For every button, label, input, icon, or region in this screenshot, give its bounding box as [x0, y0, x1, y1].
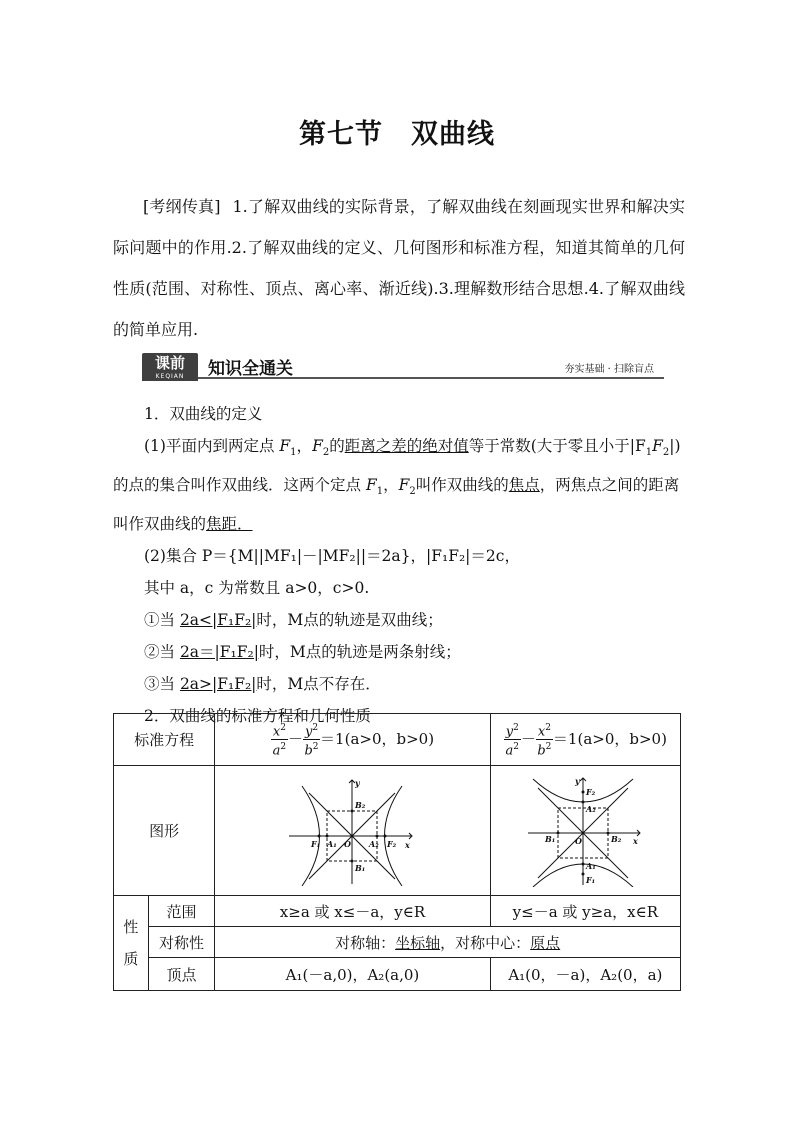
fig2-b2-label: B₂ [611, 833, 622, 844]
section-banner [142, 353, 664, 381]
syllabus-tag: [考纲传真] [143, 197, 221, 216]
fig1-f2-label: F₂ [387, 838, 397, 849]
table-row-vertex [114, 958, 681, 991]
case-2-condition: 2a＝|F₁F₂| [179, 643, 259, 662]
constants-line: 其中 a，c 为常数且 a>0，c>0. [144, 579, 370, 598]
cell-range-2: y≤－a 或 y≥a，x∈R [490, 896, 680, 927]
table-row-graph [114, 766, 681, 896]
case-3-condition: 2a>|F₁F₂| [179, 675, 257, 694]
cell-symmetry-value [215, 927, 681, 958]
banner-heading: 知识全通关 [208, 359, 293, 379]
def-text-c: 等于常数(大于零且小于|F [468, 437, 646, 455]
cell-vertex-1: A₁(－a,0)，A₂(a,0) [215, 958, 490, 991]
cell-graph-2 [490, 766, 680, 896]
cell-properties-label [114, 896, 149, 991]
case-1-condition: 2a<|F₁F₂| [179, 611, 257, 630]
fig1-f1-label: F₁ [311, 838, 321, 849]
banner-rule [198, 377, 664, 379]
properties-label-text: 性质 [123, 918, 139, 968]
fig2-b1-label: B₁ [545, 833, 556, 844]
case-3-post: 时，M点不存在． [256, 675, 381, 694]
symmetry-center-value: 原点 [530, 933, 561, 952]
table-row-equation [114, 714, 681, 766]
case-1 [113, 604, 685, 636]
def-text-g: ，两焦点之间的距离叫作双曲线的 [113, 476, 680, 534]
fraction-x2-b2: $\frac{x^2}{b^2}$ [537, 722, 552, 759]
section2-heading: 2．双曲线的标准方程和几何性质 [144, 707, 371, 726]
fig2-a1-label: A₁ [586, 860, 597, 871]
fig1-y-label: y [355, 777, 361, 788]
case-2-pre: ②当 [144, 643, 180, 662]
fraction-y2-b2: $\frac{y^2}{b^2}$ [304, 722, 319, 759]
symmetry-center-label: ，对称中心： [440, 933, 531, 952]
case-1-pre: ①当 [144, 611, 180, 630]
equation-1-tail: ＝1(a>0，b>0) [320, 729, 435, 748]
main-content [113, 398, 685, 732]
symmetry-axis-value: 坐标轴 [395, 933, 441, 952]
def-text-a: (1)平面内到两定点 [144, 437, 275, 455]
fig1-a2-label: A₂ [369, 838, 380, 849]
equation-2-tail: ＝1(a>0，b>0) [552, 729, 667, 748]
case-2-post: 时，M点的轨迹是两条射线； [258, 643, 461, 662]
cell-range-label: 范围 [148, 896, 214, 927]
fig2-a2-label: A₂ [586, 803, 597, 814]
def-underline-focal-distance: 焦距． [206, 515, 253, 534]
cell-std-equation-label: 标准方程 [114, 714, 215, 766]
cell-range-1: x≥a 或 x≤－a，y∈R [215, 896, 490, 927]
case-3 [113, 668, 685, 700]
fraction-y2-a2: $\frac{y^2}{a^2}$ [505, 722, 520, 759]
fig1-x-label: x [405, 839, 411, 850]
fig1-b1-label: B₁ [355, 862, 366, 873]
cell-equation-1: $\frac{x^2}{a^2}$ － $\frac{y^2}{b^2}$ ＝1(a>0，b>0) [215, 714, 490, 766]
table-row-symmetry [114, 927, 681, 958]
syllabus-text: 1.了解双曲线的实际背景，了解双曲线在刻画现实世界和解决实际问题中的作用.2.了解双曲线的定义、几何图形和标准方程，知道其简单的几何性质(范围、对称性、顶点、离心率、渐近线).3.理解数形结合思想.4.了解双曲线的简单应用. [113, 197, 685, 339]
symmetry-axis-label: 对称轴： [335, 933, 396, 952]
fig2-f2-label: F₂ [586, 786, 596, 797]
fig1-b2-label: B₂ [355, 799, 366, 810]
banner-tab: 课前 [142, 353, 198, 373]
cell-graph-label: 图形 [114, 766, 215, 896]
case-1-post: 时，M点的轨迹是双曲线； [256, 611, 443, 630]
set-definition: (2)集合 P＝{M||MF₁|－|MF₂||＝2a}，|F₁F₂|＝2c， [144, 547, 520, 566]
def-text-f: 叫作双曲线的 [415, 476, 509, 495]
fraction-x2-a2: $\frac{x^2}{a^2}$ [272, 722, 287, 759]
def-underline-focus: 焦点 [508, 476, 540, 495]
def-underline-distance: 距离之差的绝对值 [344, 437, 469, 455]
definition-paragraph: (1)平面内到两定点 $F_1$，$F_2$的距离之差的绝对值等于常数(大于零且小于$|F_1F_2|$)的点的集合叫作双曲线．这两个定点 $F_1$，$F_2$叫作双曲线的焦点，两焦点之间的距离叫作双曲线的焦距． [113, 437, 681, 534]
fig2-y-label: y [575, 775, 580, 786]
hyperbola-vertical-diagram [525, 775, 645, 887]
banner-right-text: 夯实基础 · 扫除盲点 [564, 364, 654, 375]
section1-heading: 1．双曲线的定义 [144, 405, 263, 423]
fig2-x-label: x [633, 835, 639, 846]
def-text-e: |)的点的集合叫作双曲线．这两个定点 [113, 437, 681, 495]
syllabus-intro [113, 186, 685, 350]
cell-vertex-2: A₁(0，－a)，A₂(0，a) [490, 958, 680, 991]
def-text-d: F [652, 437, 663, 455]
table-row-range [114, 896, 681, 927]
fig1-a1-label: A₁ [327, 838, 338, 849]
banner-tab-sub: KEQIAN [142, 373, 198, 381]
fig1-origin-label: O [344, 838, 352, 849]
page-title: 第七节 双曲线 [299, 119, 495, 150]
def-text-b: 的 [329, 437, 345, 455]
case-3-pre: ③当 [144, 675, 180, 694]
properties-table [113, 713, 681, 991]
cell-vertex-label: 顶点 [148, 958, 214, 991]
fig2-f1-label: F₁ [586, 874, 596, 885]
cell-equation-2: $\frac{y^2}{a^2}$ － $\frac{x^2}{b^2}$ ＝1(a>0，b>0) [490, 714, 680, 766]
fig2-origin-label: O [575, 835, 583, 846]
case-2 [113, 636, 685, 668]
hyperbola-horizontal-diagram [287, 776, 417, 886]
cell-symmetry-label: 对称性 [148, 927, 214, 958]
cell-graph-1 [215, 766, 490, 896]
